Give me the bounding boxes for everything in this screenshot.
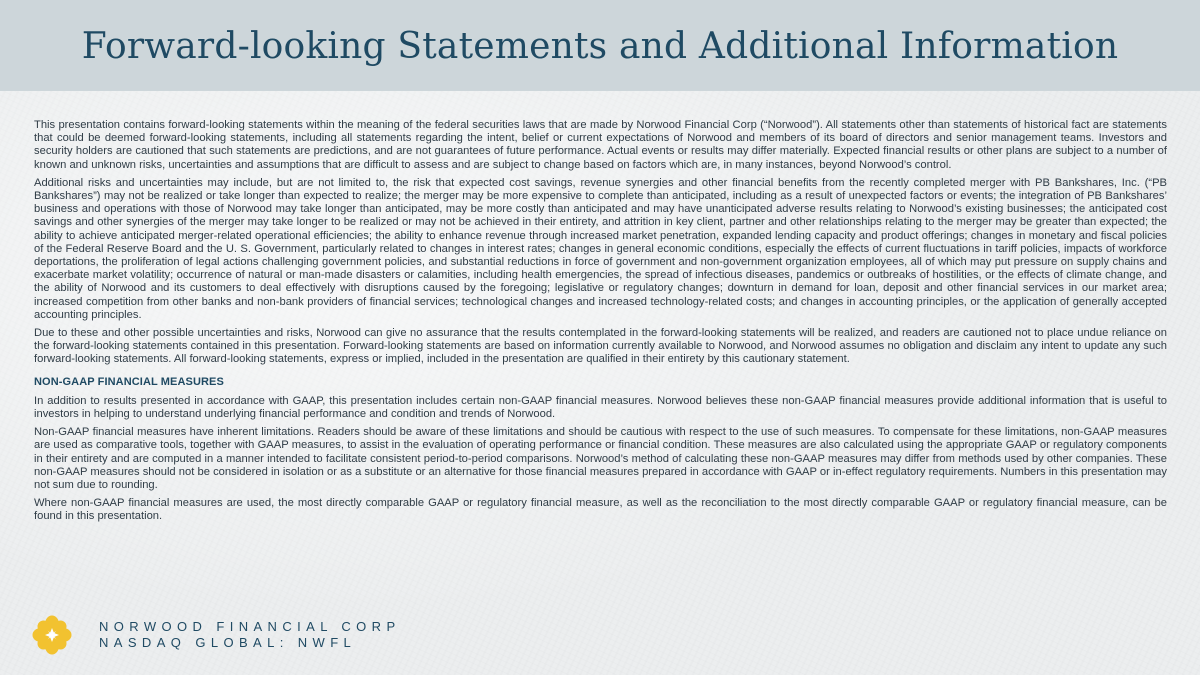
footer (32, 615, 401, 655)
paragraph-non-gaap-limitations: Non-GAAP financial measures have inherent limitations. Readers should be aware of these limitations and should be cautious with respect to the use of such measures. To compensate for these limitations, non-GAAP measures are used as comparative tools, together with GAAP measures, to assist in the evaluation of operating performance or financial condition. These measures are also calculated using the appropriate GAAP or regulatory components in their entirety and are computed in a manner intended to facilitate consistent period-to-period comparisons. Norwood’s method of calculating these non-GAAP measures may differ from methods used by other companies. These non-GAAP measures should not be considered in isolation or as a substitute or an alternative for those financial measures prepared in accordance with GAAP or in-effect regulatory requirements. Numbers in this presentation may not sum due to rounding. (34, 426, 1167, 492)
paragraph-non-gaap-intro: In addition to results presented in accordance with GAAP, this presentation includes certain non-GAAP financial measures. Norwood believes these non-GAAP financial measures provide additional information that is useful to investors in helping to understand underlying financial performance and condition and trends of Norwood. (34, 394, 1167, 421)
company-info (99, 619, 401, 651)
non-gaap-heading: NON-GAAP FINANCIAL MEASURES (34, 375, 224, 388)
disclaimer-body (34, 119, 1167, 529)
paragraph-non-gaap-reconciliation: Where non-GAAP financial measures are used, the most directly comparable GAAP or regulatory financial measure, as well as the reconciliation to the most directly comparable GAAP or regulatory financial measure, can be found in this presentation. (34, 497, 1167, 523)
flower-logo-icon (32, 615, 72, 655)
page-title: Forward-looking Statements and Additional Information (81, 26, 1119, 67)
exchange-ticker: NASDAQ GLOBAL: NWFL (99, 635, 357, 650)
paragraph-additional-risks: Additional risks and uncertainties may include, but are not limited to, the risk that expected cost savings, revenue synergies and other financial benefits from the recently completed merger with PB Bankshares, Inc. (“PB Bankshares”) may not be realized or take longer than expected to realize; the merger may be more expensive to complete than anticipated, including as a result of unexpected factors or events; the integration of PB Bankshares’ business and operations with those of Norwood may take longer than anticipated, may be more costly than anticipated and may have unanticipated adverse results relating to Norwood’s existing businesses; the anticipated cost savings and other synergies of the merger may take longer to be realized or may not be achieved in their entirety, and attrition in key client, partner and other relationships relating to the merger may be greater than expected; the ability to achieve anticipated merger-related operational efficiencies; the ability to enhance revenue through increased market penetration, expanded lending capacity and product offerings; changes in monetary and fiscal policies of the Federal Reserve Board and the U. S. Government, particularly related to changes in interest rates; changes in general economic conditions, especially the effects of current fluctuations in tariff policies, impacts of workforce deportations, the proliferation of legal actions challenging government policies, and substantial reductions in force of government and non-government organization employees, all of which may put pressure on supply chains and exacerbate market volatility; occurrence of natural or man-made disasters or calamities, including health emergencies, the spread of infectious diseases, pandemics or outbreaks of hostilities, or the effects of climate change, and the ability of Norwood and its customers to deal effectively with disruptions caused by the foregoing; legislative or regulatory changes; downturn in demand for loan, deposit and other financial services in our market area; increased competition from other banks and non-bank providers of financial services; technological changes and increased technology-related costs; and changes in accounting principles, or the application of generally accepted accounting principles. (34, 176, 1167, 321)
header-band (0, 0, 1200, 91)
paragraph-no-assurance: Due to these and other possible uncertainties and risks, Norwood can give no assurance that the results contemplated in the forward-looking statements will be realized, and readers are cautioned not to place undue reliance on the forward-looking statements contained in this presentation. Forward-looking statements are based on information currently available to Norwood, and Norwood assumes no obligation and disclaim any intent to update any such forward-looking statements. All forward-looking statements, express or implied, included in the presentation are qualified in their entirety by this cautionary statement. (34, 327, 1167, 366)
paragraph-forward-looking: This presentation contains forward-looking statements within the meaning of the federal securities laws that are made by Norwood Financial Corp (“Norwood”). All statements other than statements of historical fact are statements that could be deemed forward-looking statements, including all statements regarding the intent, belief or current expectations of Norwood and members of its board of directors and senior management teams. Investors and security holders are cautioned that such statements are predictions, and are not guarantees of future performance. Actual events or results may differ materially. Expected financial results or other plans are subject to a number of known and unknown risks, uncertainties and assumptions that are difficult to assess and are subject to change based on factors which are, in many instances, beyond Norwood’s control. (34, 119, 1167, 171)
company-name: NORWOOD FINANCIAL CORP (99, 619, 401, 634)
